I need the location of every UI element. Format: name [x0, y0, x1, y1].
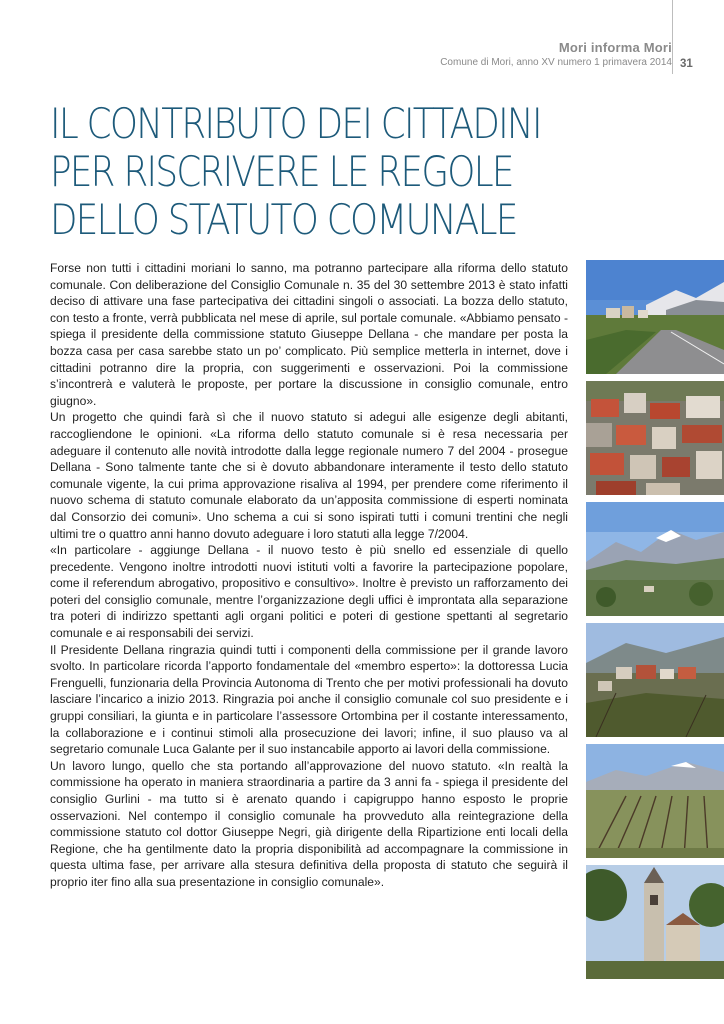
header-divider [672, 0, 673, 74]
photo-column [586, 260, 724, 986]
title-line: IL CONTRIBUTO DEI CITTADINI [50, 99, 541, 148]
title-line: DELLO STATUTO COMUNALE [50, 195, 517, 244]
issue-info: Comune di Mori, anno XV numero 1 primavera 2014 [440, 57, 672, 68]
page-number: 31 [680, 58, 693, 70]
page-header [440, 40, 672, 68]
road-village-photo [586, 260, 724, 374]
vineyard-photo [586, 744, 724, 858]
rooftops-town-photo [586, 381, 724, 495]
article-title [50, 99, 541, 244]
paragraph: «In particolare - aggiunge Dellana - il nuovo testo è più snello ed essenziale di quello precedente. Vengono inoltre introdotti nuovi istituti volti a favorire la partecipazione popolare, come il referendum abrogativo, propositivo e consultivo». Inoltre è previsto un rafforzamento dei poteri del consiglio comunale, mentre l’organizzazione degli uffici è improntata alla separazione tra poteri di indirizzo spettanti agli organi politici e poteri di gestione spettanti al segretario comunale e ai responsabili dei servizi. [50, 543, 568, 641]
church-tower-photo [586, 865, 724, 979]
paragraph: Forse non tutti i cittadini moriani lo sanno, ma potranno partecipare alla riforma dello statuto comunale. Con deliberazione del Consiglio Comunale n. 35 del 30 settembre 2013 è stato infatti deciso di attivare una fase partecipativa dei cittadini singoli o associati. La bozza dello statuto, con testo a fronte, verrà pubblicata nel mese di aprile, sul portale comunale. «Abbiamo pensato - spiega il presidente della commissione statuto Giuseppe Dellana - che mandare per posta la bozza casa per casa sarebbe stato un po’ complicato. Più semplice metterla in internet, dove i cittadini potranno dire la propria, con suggerimenti e osservazioni. Poi la commissione s’incontrerà e valuterà le proposte, per portare la discussione in consiglio comunale, entro giugno». [50, 261, 568, 408]
paragraph: Un lavoro lungo, quello che sta portando all’approvazione del nuovo statuto. «In realtà la commissione ha operato in maniera straordinaria a partire da 3 anni fa - spiega il presidente del consiglio Gurlini - ma tutto si è arenato quando i capigruppo hanno esposto le proprie osservazioni. Nel contempo il consiglio comunale ha provveduto alla reintegrazione della commissione statuto col dottor Giuseppe Negri, già dirigente della Ripartizione enti locali della Regione, che ha gentilmente dato la propria disponibilità ad accompagnare la commissione in questa ultima fase, per arrivare alla stesura definitiva della proposta di statuto che seguirà il proprio iter fino alla sua presentazione in consiglio comunale». [50, 758, 568, 889]
valley-panorama-photo [586, 502, 724, 616]
hillside-village-photo [586, 623, 724, 737]
paragraph: Un progetto che quindi farà sì che il nuovo statuto si adegui alle esigenze degli abitanti, raccogliendone le opinioni. «La riforma dello statuto comunale si è resa necessaria per adeguare il contenuto alle novità introdotte dalla legge regionale numero 7 del 2004 - prosegue Dellana - Sono talmente tante che si è dovuto abbandonare interamente il testo dello statuto comunale vigente, la cui prima approvazione risaliva al 1994, per prendere come riferimento il nuovo schema di statuto comunale elaborato da un’apposita commissione di esperti nominata dal Consorzio dei comuni». Uno schema a cui si sono ispirati tutti i comuni trentini che negli ultimi tre o quattro anni hanno dovuto adeguare i loro statuti alla legge 7/2004. [50, 410, 568, 541]
article-body [50, 260, 568, 891]
title-line: PER RISCRIVERE LE REGOLE [50, 147, 513, 196]
magazine-brand: Mori informa Mori [558, 40, 672, 55]
paragraph: Il Presidente Dellana ringrazia quindi tutti i componenti della commissione per il grande lavoro svolto. In particolare ricorda l’apporto fondamentale del «membro esperto»: la dottoressa Lucia Frenguelli, funzionaria della Provincia Autonoma di Trento che per motivi professionali ha dovuto lasciare l’incarico a inizio 2013. Ringrazia poi anche il consiglio comunale col suo presidente e i gruppi consiliari, la giunta e in particolare l’assessore Ortombina per il costante interessamento, la collaborazione e i continui stimoli alla prosecuzione dei lavori; infine, il suo plauso va al segretario comunale Luca Galante per il suo instancabile apporto ai lavori della commissione. [50, 642, 568, 757]
